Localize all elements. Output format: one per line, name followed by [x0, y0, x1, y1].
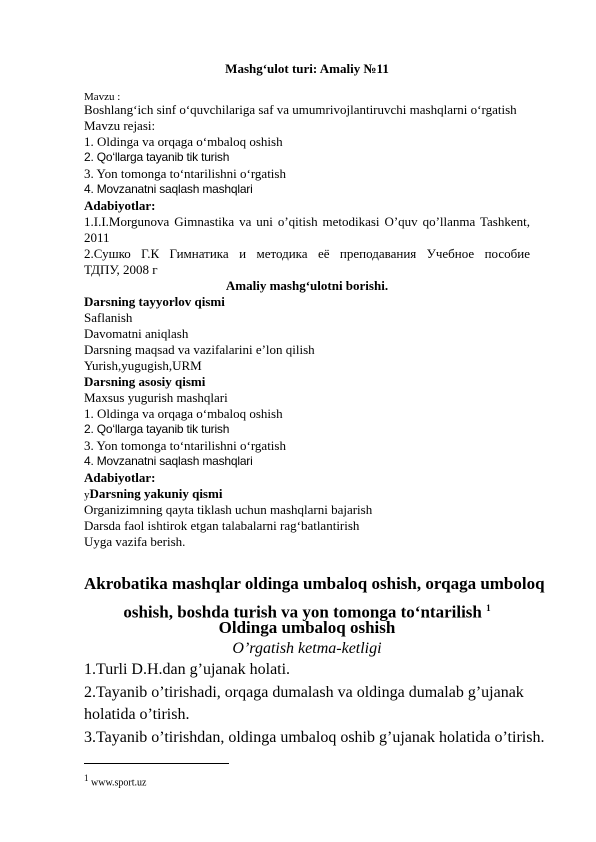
- plan-item: 3. Yon tomonga to‘ntarilishni o‘rgatish: [84, 166, 286, 181]
- step-line: 2.Tayanib o’tirishadi, orqaga dumalash va oldinga dumalab g’ujanak: [84, 684, 524, 701]
- main-item: Maxsus yugurish mashqlari: [84, 390, 228, 405]
- main-item: 1. Oldinga va orqaga o‘mbaloq oshish: [84, 406, 283, 421]
- main-item: 4. Movzanatni saqlash mashqlari: [84, 454, 253, 468]
- footnote: [84, 772, 146, 789]
- plan-title: Mavzu rejasi:: [84, 118, 156, 133]
- final-item: Darsda faol ishtirok etgan talabalarni rag‘batlantirish: [84, 518, 360, 533]
- final-title: Darsning yakuniy qismi: [89, 486, 223, 501]
- final-item: Uyga vazifa berish.: [84, 534, 186, 549]
- plan-item: 4. Movzanatni saqlash mashqlari: [84, 182, 253, 196]
- procedure-literature-title: Adabiyotlar:: [84, 470, 156, 485]
- section-heading-text: oshish, boshda turish va yon tomonga to‘ntarilish: [123, 602, 482, 622]
- literature-item: 2.Сушко Г.К Гимнатика и методика её преподавания Учебное пособие: [84, 246, 530, 261]
- footnote-divider: [84, 763, 229, 764]
- document-title: Mashg‘ulot turi: Amaliy №11: [225, 61, 389, 76]
- section-heading-line1: Akrobatika mashqlar oldinga umbaloq oshish, orqaga umboloq: [84, 574, 545, 593]
- procedure-title: Amaliy mashg‘ulotni borishi.: [225, 278, 389, 293]
- plan-item: 2. Qo‘llarga tayanib tik turish: [84, 150, 230, 164]
- prep-item: Yurish,yugugish,URM: [84, 358, 202, 373]
- literature-item: 1.I.I.Morgunova Gimnastika va uni o’qitish metodikasi O’quv qo’llanma Tashkent,: [84, 214, 530, 229]
- final-prefix: y: [84, 489, 90, 501]
- section-subheading: Oldinga umbaloq oshish: [218, 618, 396, 637]
- step-line: 3.Tayanib o’tirishdan, oldinga umbaloq oshib g’ujanak holatida o’tirish.: [84, 729, 545, 746]
- final-item: Organizimning qayta tiklash uchun mashqlarni bajarish: [84, 502, 373, 517]
- prep-item: Saflanish: [84, 310, 133, 325]
- literature-item: 2011: [84, 230, 110, 245]
- plan-item: 1. Oldinga va orqaga o‘mbaloq oshish: [84, 134, 283, 149]
- literature-item: ТДПУ, 2008 г: [84, 262, 158, 277]
- footnote-mark: 1: [84, 773, 89, 783]
- section-italic-subheading: O’rgatish ketma-ketligi: [232, 640, 382, 657]
- footnote-reference[interactable]: 1: [486, 603, 491, 613]
- footnote-text: www.sport.uz: [88, 777, 147, 789]
- main-item: 2. Qo‘llarga tayanib tik turish: [84, 422, 230, 436]
- prep-item: Darsning maqsad va vazifalarini e’lon qilish: [84, 342, 315, 357]
- step-line: holatida o’tirish.: [84, 706, 190, 723]
- mavzu-text: Boshlang‘ich sinf o‘quvchilariga saf va umumrivojlantiruvchi mashqlarni o‘rgatish: [84, 102, 517, 117]
- mavzu-label: Mavzu :: [84, 91, 121, 103]
- prep-item: Davomatni aniqlash: [84, 326, 189, 341]
- step-line: 1.Turli D.H.dan g’ujanak holati.: [84, 661, 291, 678]
- final-title-line: [84, 486, 222, 503]
- main-title: Darsning asosiy qismi: [84, 374, 206, 389]
- prep-title: Darsning tayyorlov qismi: [84, 294, 225, 309]
- main-item: 3. Yon tomonga to‘ntarilishni o‘rgatish: [84, 438, 286, 453]
- literature-title: Adabiyotlar:: [84, 198, 156, 213]
